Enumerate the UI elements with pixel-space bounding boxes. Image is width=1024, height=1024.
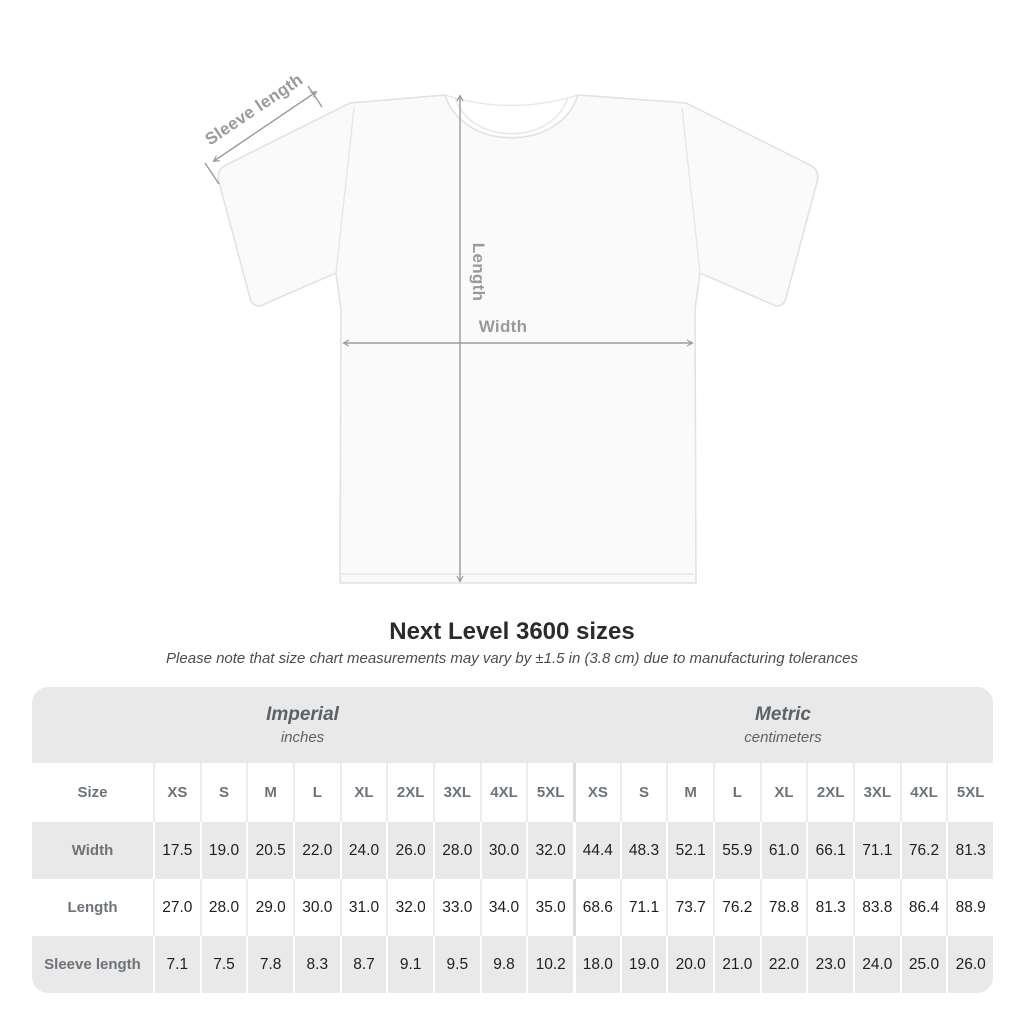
sleeve-length-tick-left <box>205 163 219 184</box>
imperial-value: 22.0 <box>293 822 340 879</box>
metric-value: 26.0 <box>946 936 993 993</box>
imperial-size-header: 5XL <box>526 763 573 822</box>
metric-value: 81.3 <box>806 879 853 936</box>
metric-value: 22.0 <box>760 936 807 993</box>
row-label: Width <box>32 822 153 879</box>
imperial-size-header: L <box>293 763 340 822</box>
metric-value: 52.1 <box>666 822 713 879</box>
metric-size-header: 5XL <box>946 763 993 822</box>
metric-value: 18.0 <box>573 936 620 993</box>
metric-value: 44.4 <box>573 822 620 879</box>
imperial-value: 8.7 <box>340 936 387 993</box>
imperial-value: 7.5 <box>200 936 247 993</box>
imperial-value: 29.0 <box>246 879 293 936</box>
metric-value: 19.0 <box>620 936 667 993</box>
tshirt-graphic <box>218 95 818 583</box>
imperial-value: 7.8 <box>246 936 293 993</box>
metric-size-header: 2XL <box>806 763 853 822</box>
metric-value: 88.9 <box>946 879 993 936</box>
imperial-value: 28.0 <box>433 822 480 879</box>
metric-value: 68.6 <box>573 879 620 936</box>
imperial-unit-header <box>32 687 573 763</box>
metric-size-header: XL <box>760 763 807 822</box>
metric-unit: centimeters <box>744 729 822 746</box>
imperial-unit: inches <box>280 729 325 746</box>
imperial-size-header: M <box>246 763 293 822</box>
metric-size-header: 3XL <box>853 763 900 822</box>
imperial-value: 9.8 <box>480 936 527 993</box>
imperial-value: 20.5 <box>246 822 293 879</box>
metric-size-header: S <box>620 763 667 822</box>
size-table <box>32 687 993 993</box>
metric-value: 73.7 <box>666 879 713 936</box>
metric-name: Metric <box>755 704 811 725</box>
imperial-value: 19.0 <box>200 822 247 879</box>
metric-value: 48.3 <box>620 822 667 879</box>
metric-value: 83.8 <box>853 879 900 936</box>
metric-value: 21.0 <box>713 936 760 993</box>
metric-value: 76.2 <box>900 822 947 879</box>
imperial-value: 35.0 <box>526 879 573 936</box>
imperial-value: 33.0 <box>433 879 480 936</box>
metric-value: 20.0 <box>666 936 713 993</box>
imperial-value: 9.1 <box>386 936 433 993</box>
imperial-size-header: 2XL <box>386 763 433 822</box>
metric-size-header: L <box>713 763 760 822</box>
imperial-value: 7.1 <box>153 936 200 993</box>
size-column-header: Size <box>32 763 153 822</box>
imperial-value: 30.0 <box>293 879 340 936</box>
metric-value: 61.0 <box>760 822 807 879</box>
imperial-value: 8.3 <box>293 936 340 993</box>
size-chart-card <box>32 687 993 993</box>
imperial-size-header: 3XL <box>433 763 480 822</box>
imperial-value: 28.0 <box>200 879 247 936</box>
metric-value: 71.1 <box>853 822 900 879</box>
imperial-size-header: 4XL <box>480 763 527 822</box>
imperial-size-header: S <box>200 763 247 822</box>
imperial-value: 31.0 <box>340 879 387 936</box>
width-label: Width <box>478 317 528 336</box>
imperial-value: 10.2 <box>526 936 573 993</box>
row-label: Length <box>32 879 153 936</box>
metric-value: 81.3 <box>946 822 993 879</box>
collar-back-line <box>445 95 578 106</box>
sleeve-length-label: Sleeve length <box>201 69 307 150</box>
row-label: Sleeve length <box>32 936 153 993</box>
metric-value: 78.8 <box>760 879 807 936</box>
metric-value: 66.1 <box>806 822 853 879</box>
imperial-value: 27.0 <box>153 879 200 936</box>
metric-value: 24.0 <box>853 936 900 993</box>
metric-value: 55.9 <box>713 822 760 879</box>
imperial-value: 9.5 <box>433 936 480 993</box>
metric-value: 86.4 <box>900 879 947 936</box>
imperial-value: 32.0 <box>526 822 573 879</box>
imperial-value: 24.0 <box>340 822 387 879</box>
imperial-name: Imperial <box>266 704 339 725</box>
metric-unit-header <box>573 687 993 763</box>
metric-value: 25.0 <box>900 936 947 993</box>
metric-size-header: M <box>666 763 713 822</box>
metric-value: 71.1 <box>620 879 667 936</box>
imperial-value: 30.0 <box>480 822 527 879</box>
imperial-size-header: XL <box>340 763 387 822</box>
imperial-value: 32.0 <box>386 879 433 936</box>
tolerance-note: Please note that size chart measurements may vary by ±1.5 in (3.8 cm) due to manufacturing tolerances <box>166 650 858 667</box>
imperial-value: 34.0 <box>480 879 527 936</box>
imperial-size-header: XS <box>153 763 200 822</box>
metric-size-header: XS <box>573 763 620 822</box>
page-title: Next Level 3600 sizes <box>389 618 635 645</box>
length-label: Length <box>469 242 488 302</box>
imperial-value: 26.0 <box>386 822 433 879</box>
imperial-value: 17.5 <box>153 822 200 879</box>
metric-value: 23.0 <box>806 936 853 993</box>
metric-value: 76.2 <box>713 879 760 936</box>
metric-size-header: 4XL <box>900 763 947 822</box>
